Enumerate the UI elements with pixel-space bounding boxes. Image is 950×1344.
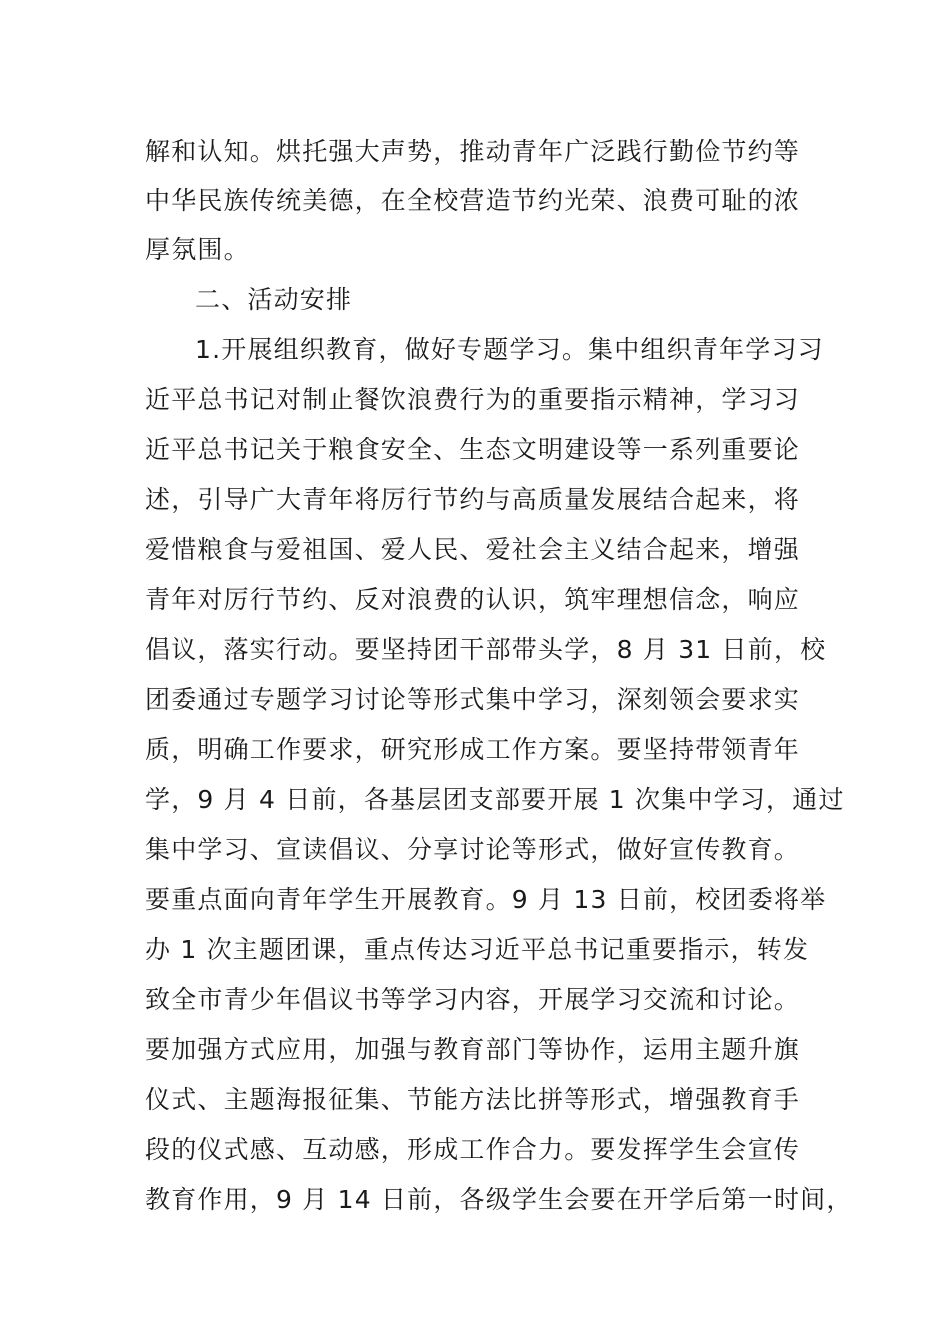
paragraph-first-line: 1.开展组织教育，做好专题学习。集中组织青年学习习 [195,335,824,364]
text-line-17: 办 1 次主题团课，重点传达习近平总书记重要指示，转发 [145,935,810,964]
text-line-21: 段的仪式感、互动感，形成工作合力。要发挥学生会宣传 [145,1135,801,1164]
text-line-15: 集中学习、宣读倡议、分享讨论等形式，做好宣传教育。 [145,835,801,864]
text-line-22: 教育作用，9 月 14 日前，各级学生会要在开学后第一时间， [145,1185,853,1214]
text-line-10: 青年对厉行节约、反对浪费的认识，筑牢理想信念，响应 [145,585,801,614]
section-heading: 二、活动安排 [195,285,353,314]
text-line-7: 近平总书记关于粮食安全、生态文明建设等一系列重要论 [145,435,801,464]
text-line-9: 爱惜粮食与爱祖国、爱人民、爱社会主义结合起来，增强 [145,535,801,564]
text-line-3: 厚氛围。 [145,235,250,264]
text-line-13: 质，明确工作要求，研究形成工作方案。要坚持带领青年 [145,735,801,764]
text-line-16: 要重点面向青年学生开展教育。9 月 13 日前，校团委将举 [145,885,827,914]
text-line-18: 致全市青少年倡议书等学习内容，开展学习交流和讨论。 [145,985,801,1014]
text-line-6: 近平总书记对制止餐饮浪费行为的重要指示精神，学习习 [145,385,801,414]
text-line-19: 要加强方式应用，加强与教育部门等协作，运用主题升旗 [145,1035,801,1064]
text-line-11: 倡议，落实行动。要坚持团干部带头学，8 月 31 日前，校 [145,635,827,664]
text-line-1: 解和认知。烘托强大声势，推动青年广泛践行勤俭节约等 [145,137,801,166]
text-line-2: 中华民族传统美德，在全校营造节约光荣、浪费可耻的浓 [145,186,801,215]
text-line-12: 团委通过专题学习讨论等形式集中学习，深刻领会要求实 [145,685,801,714]
text-line-14: 学，9 月 4 日前，各基层团支部要开展 1 次集中学习，通过 [145,785,845,814]
text-line-20: 仪式、主题海报征集、节能方法比拼等形式，增强教育手 [145,1085,801,1114]
text-line-8: 述，引导广大青年将厉行节约与高质量发展结合起来，将 [145,485,801,514]
